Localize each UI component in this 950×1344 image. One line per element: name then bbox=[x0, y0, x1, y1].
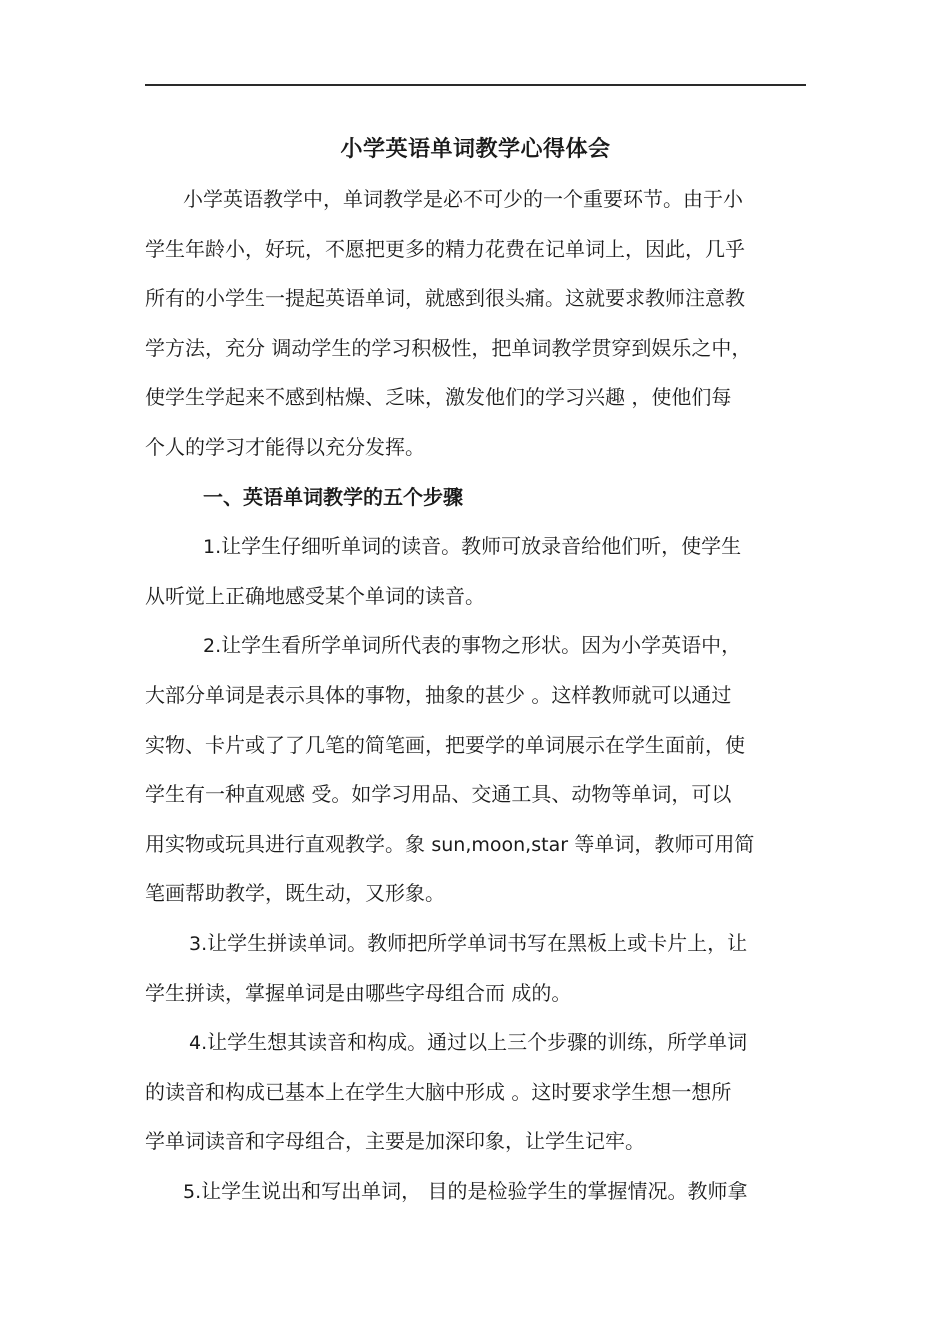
step-text: 等单词，教师可用简 bbox=[568, 831, 755, 856]
step-4-line bbox=[145, 1018, 806, 1068]
document-body bbox=[145, 175, 806, 1216]
step-text: 让学生看所学单词所代表的事物之形状。因为小学英语中， bbox=[221, 633, 742, 658]
step-text: 让学生仔细听单词的读音。教师可放录音给他们听，使学生 bbox=[221, 534, 742, 559]
step-number: 4. bbox=[189, 1032, 208, 1055]
step-2-line: 大部分单词是表示具体的事物，抽象的甚少 。这样教师就可以通过 bbox=[145, 682, 732, 707]
step-number: 3. bbox=[189, 932, 208, 955]
intro-line: 学生年龄小，好玩，不愿把更多的精力花费在记单词上，因此，几乎 bbox=[145, 236, 745, 261]
document-title: 小学英语单词教学心得体会 bbox=[340, 136, 611, 162]
intro-line: 小学英语教学中，单词教学是必不可少的一个重要环节。由于小 bbox=[183, 187, 743, 211]
step-3-line: 学生拼读，掌握单词是由哪些字母组合而 成的。 bbox=[145, 980, 572, 1005]
step-2-line bbox=[145, 820, 806, 870]
step-3-line bbox=[145, 919, 806, 969]
step-number: 2. bbox=[203, 635, 222, 658]
step-2-line: 实物、卡片或了了几笔的简笔画，把要学的单词展示在学生面前，使 bbox=[145, 732, 745, 757]
english-words: sun,moon,star bbox=[431, 833, 569, 856]
intro-line: 个人的学习才能得以充分发挥。 bbox=[145, 434, 425, 459]
step-5-line bbox=[145, 1167, 806, 1217]
header-rule bbox=[145, 84, 806, 86]
step-text: 用实物或玩具进行直观教学。象 bbox=[145, 831, 432, 856]
step-1-line: 从听觉上正确地感受某个单词的读音。 bbox=[145, 583, 485, 608]
step-text: 让学生拼读单词。教师把所学单词书写在黑板上或卡片上，让 bbox=[207, 930, 748, 955]
step-text: 让学生想其读音和构成。通过以上三个步骤的训练，所学单词 bbox=[207, 1030, 748, 1055]
step-text: 让学生说出和写出单词， 目的是检验学生的掌握情况。教师拿 bbox=[201, 1178, 748, 1203]
step-number: 1. bbox=[203, 536, 222, 559]
step-2-line bbox=[145, 621, 806, 671]
step-4-line: 学单词读音和字母组合，主要是加深印象，让学生记牢。 bbox=[145, 1129, 645, 1154]
intro-line: 使学生学起来不感到枯燥、乏味，激发他们的学习兴趣 ，使他们每 bbox=[145, 385, 732, 410]
section-heading: 一、英语单词教学的五个步骤 bbox=[203, 484, 463, 509]
step-2-line: 笔画帮助教学，既生动，又形象。 bbox=[145, 881, 445, 906]
step-2-line: 学生有一种直观感 受。如学习用品、交通工具、动物等单词，可以 bbox=[145, 782, 732, 807]
intro-line: 所有的小学生一提起英语单词，就感到很头痛。这就要求教师注意教 bbox=[145, 286, 745, 311]
intro-line: 学方法，充分 调动学生的学习积极性，把单词教学贯穿到娱乐之中， bbox=[145, 335, 752, 360]
step-4-line: 的读音和构成已基本上在学生大脑中形成 。这时要求学生想一想所 bbox=[145, 1079, 732, 1104]
step-number: 5. bbox=[183, 1180, 202, 1203]
step-1-line bbox=[145, 522, 806, 572]
